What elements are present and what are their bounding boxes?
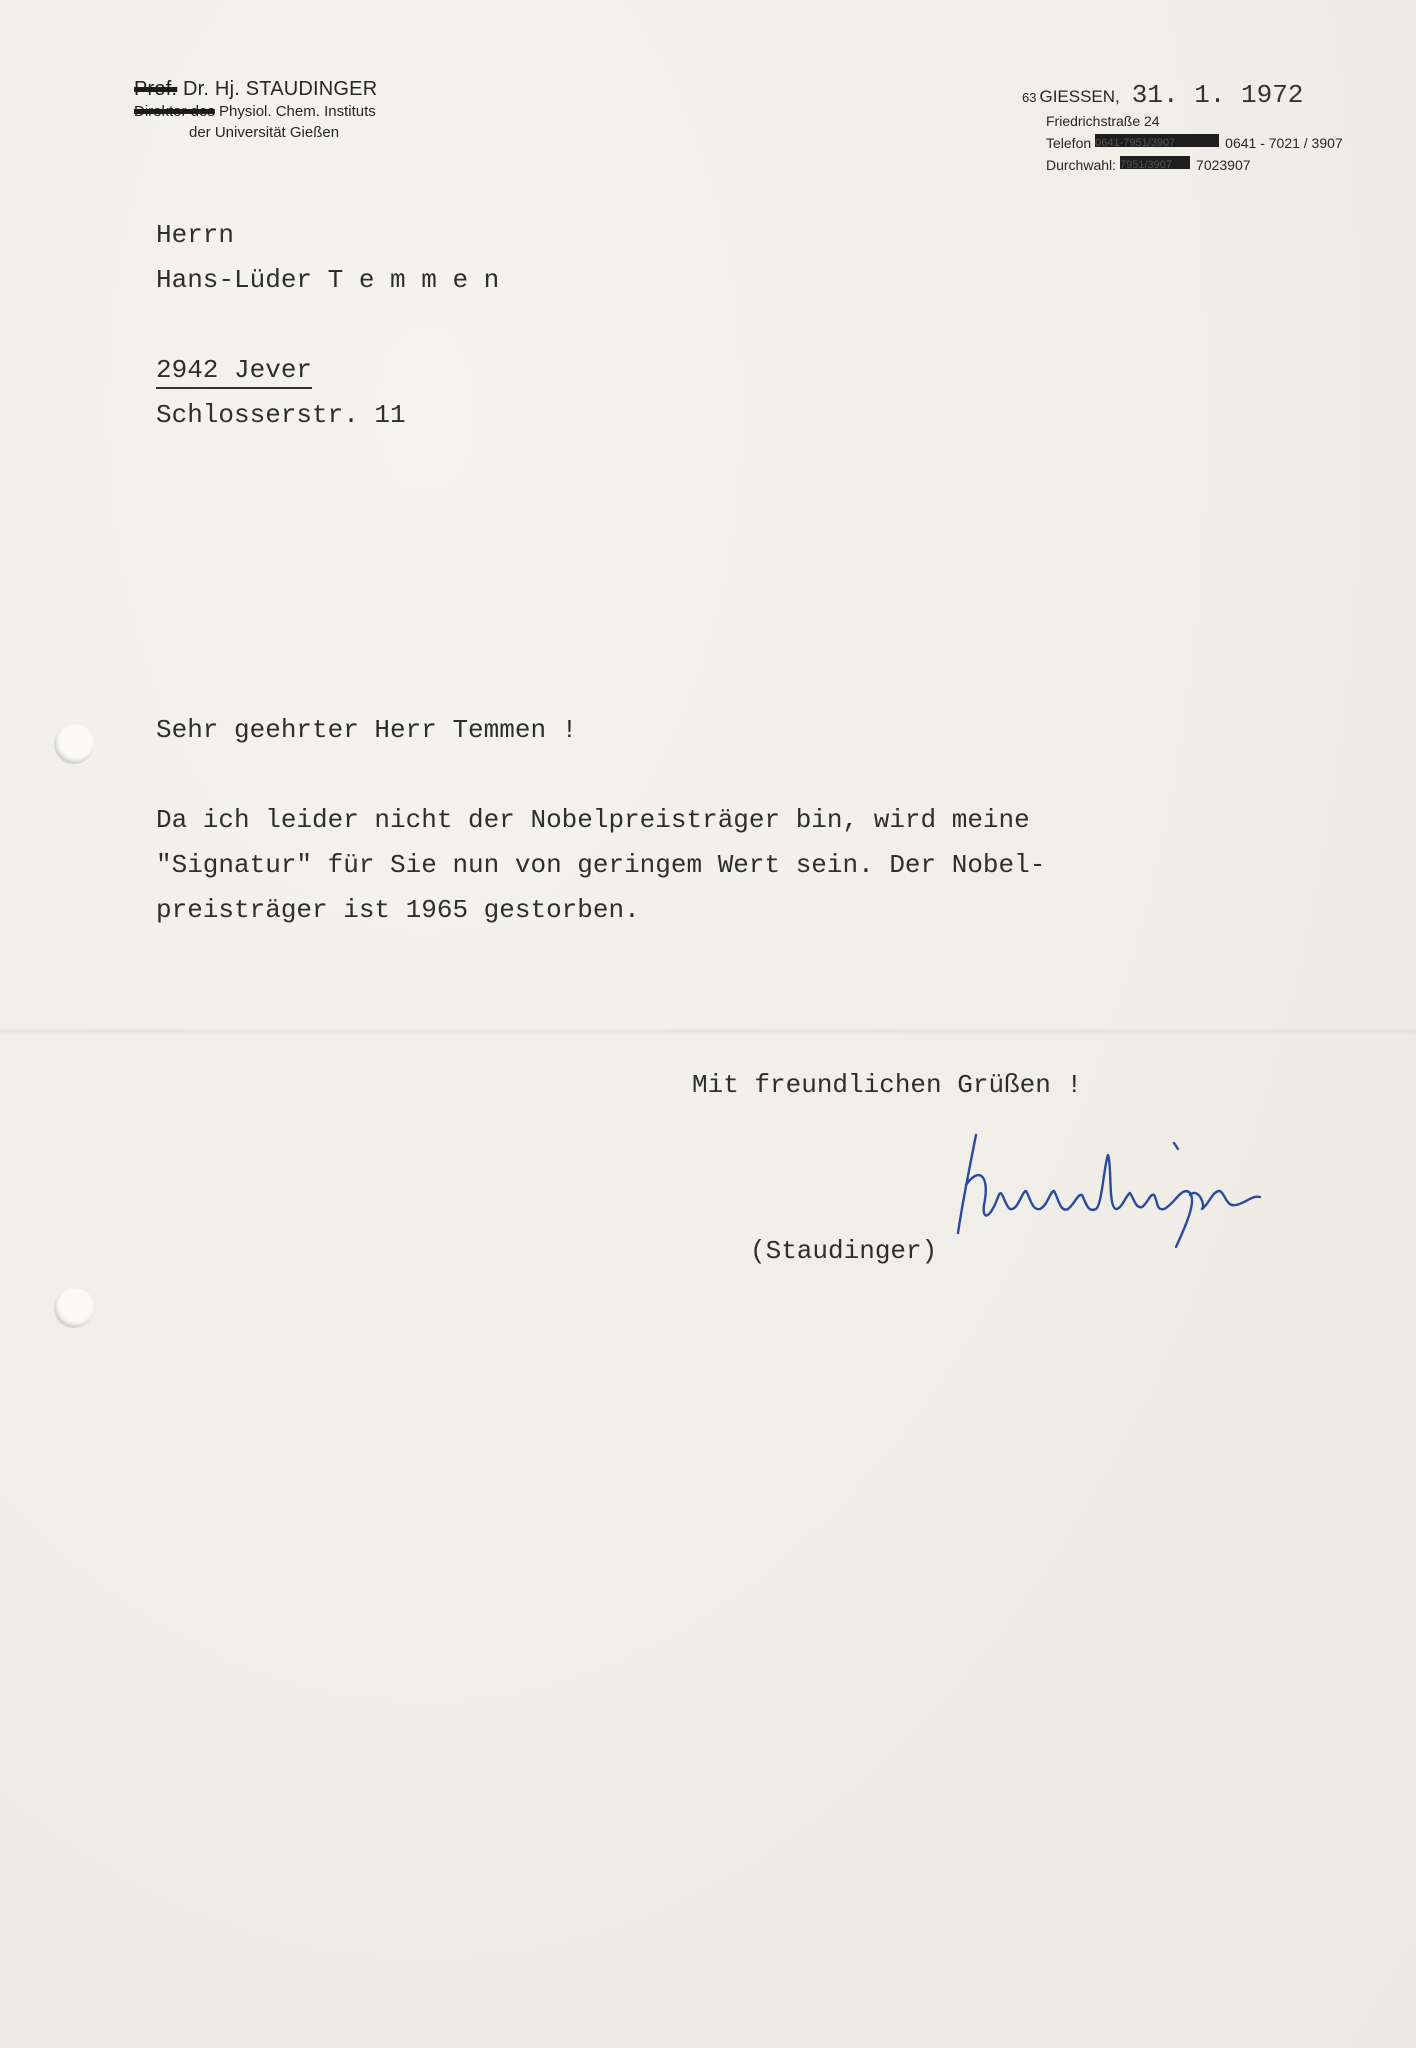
sender-postcode: 63: [1022, 90, 1037, 105]
sender-name: [134, 78, 454, 101]
greeting: Sehr geehrter Herr Temmen !: [156, 715, 578, 745]
recipient-city: [156, 355, 312, 385]
body-line-3: preisträger ist 1965 gestorben.: [156, 895, 640, 925]
sender-title-struck: Prof.: [134, 78, 178, 100]
recipient-city-text: 2942 Jever: [156, 355, 312, 389]
place-date-row: [1022, 80, 1402, 110]
direct-number: 7023907: [1196, 157, 1251, 173]
closing: Mit freundlichen Grüßen !: [692, 1070, 1083, 1100]
sender-university: der Universität Gießen: [189, 124, 340, 141]
sender-city: [1022, 87, 1120, 106]
direct-redacted: 7951/3907: [1120, 156, 1190, 169]
sender-position-struck: Direktor des: [134, 103, 215, 120]
handwritten-signature: [940, 1125, 1290, 1255]
recipient-street: Schlosserstr. 11: [156, 400, 406, 430]
sender-institute: [134, 101, 454, 122]
letterhead-address: [1022, 80, 1402, 176]
letterhead-sender: [134, 78, 454, 143]
sender-city-text: GIESSEN,: [1039, 87, 1120, 106]
recipient-salutation: Herrn: [156, 220, 235, 250]
sender-street: Friedrichstraße 24: [1046, 113, 1160, 129]
sender-direct-dial: [1022, 154, 1402, 176]
punch-hole-top: [54, 724, 94, 764]
phone-redacted: 0641-7951/3907: [1095, 134, 1219, 147]
letter-date: 31. 1. 1972: [1131, 80, 1304, 110]
phone-number: 0641 - 7021 / 3907: [1225, 135, 1343, 151]
signature-name: (Staudinger): [750, 1236, 938, 1266]
sender-phone: [1022, 132, 1402, 154]
body-line-2: "Signatur" für Sie nun von geringem Wert sein. Der Nobel-: [156, 850, 1046, 880]
recipient-name: Hans-Lüder T e m m e n: [156, 265, 500, 295]
body-line-1: Da ich leider nicht der Nobelpreisträger bin, wird meine: [156, 805, 1030, 835]
direct-label: Durchwahl:: [1046, 157, 1117, 173]
sender-name-text: Dr. Hj. STAUDINGER: [183, 78, 378, 100]
sender-institute-text: Physiol. Chem. Instituts: [219, 103, 376, 120]
punch-hole-bottom: [54, 1288, 94, 1328]
phone-label: Telefon: [1046, 135, 1092, 151]
